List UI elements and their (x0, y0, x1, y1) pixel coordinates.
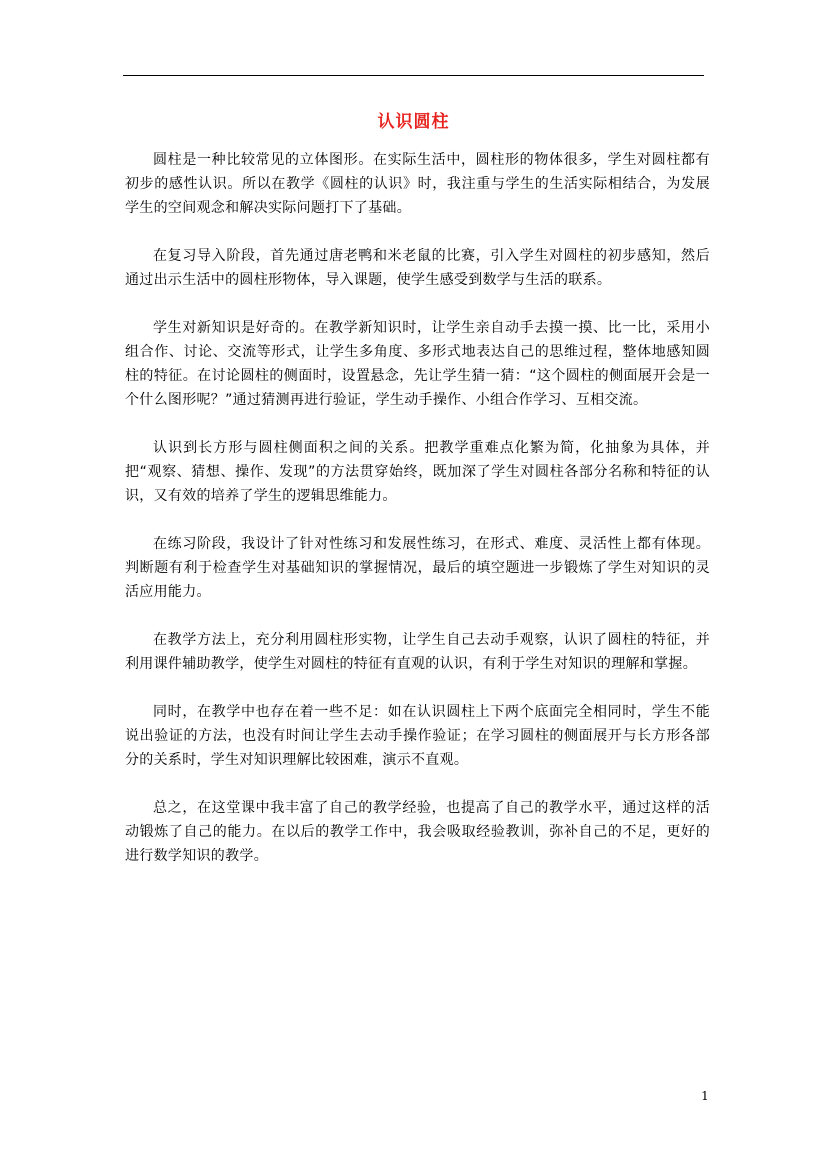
paragraph-5: 在练习阶段，我设计了针对性练习和发展性练习，在形式、难度、灵活性上都有体现。判断题有利于检查学生对基础知识的掌握情况，最后的填空题进一步锻炼了学生对知识的灵活应用能力。 (125, 536, 710, 600)
paragraph-6: 在教学方法上，充分利用圆柱形实物，让学生自己去动手观察，认识了圆柱的特征，并利用课件辅助教学，使学生对圆柱的特征有直观的认识，有利于学生对知识的理解和掌握。 (125, 632, 710, 672)
page-number: 1 (701, 1089, 709, 1103)
paragraph-8: 总之，在这堂课中我丰富了自己的教学经验，也提高了自己的教学水平，通过这样的活动锻炼了自己的能力。在以后的教学工作中，我会吸取经验教训，弥补自己的不足，更好的进行数学知识的教学。 (125, 800, 710, 864)
document-title: 认识圆柱 (377, 112, 450, 132)
paragraph-3: 学生对新知识是好奇的。在教学新知识时，让学生亲自动手去摸一摸、比一比，采用小组合作、讨论、交流等形式，让学生多角度、多形式地表达自己的思维过程，整体地感知圆柱的特征。在讨论圆柱的侧面时，设置悬念，先让学生猜一猜：“这个圆柱的侧面展开会是一个什么图形呢？”通过猜测再进行验证，学生动手操作、小组合作学习、互相交流。 (125, 320, 710, 408)
document-body (125, 148, 710, 892)
paragraph-7: 同时，在教学中也存在着一些不足：如在认识圆柱上下两个底面完全相同时，学生不能说出验证的方法，也没有时间让学生去动手操作验证；在学习圆柱的侧面展开与长方形各部分的关系时，学生对知识理解比较困难，演示不直观。 (125, 704, 710, 768)
paragraph-1: 圆柱是一种比较常见的立体图形。在实际生活中，圆柱形的物体很多，学生对圆柱都有初步的感性认识。所以在教学《圆柱的认识》时，我注重与学生的生活实际相结合，为发展学生的空间观念和解决实际问题打下了基础。 (125, 152, 710, 216)
paragraph-2: 在复习导入阶段，首先通过唐老鸭和米老鼠的比赛，引入学生对圆柱的初步感知，然后通过出示生活中的圆柱形物体，导入课题，使学生感受到数学与生活的联系。 (125, 248, 710, 288)
header-rule (123, 75, 704, 76)
paragraph-4: 认识到长方形与圆柱侧面积之间的关系。把教学重难点化繁为简，化抽象为具体，并把“观察、猜想、操作、发现”的方法贯穿始终，既加深了学生对圆柱各部分名称和特征的认识，又有效的培养了学生的逻辑思维能力。 (125, 440, 710, 504)
